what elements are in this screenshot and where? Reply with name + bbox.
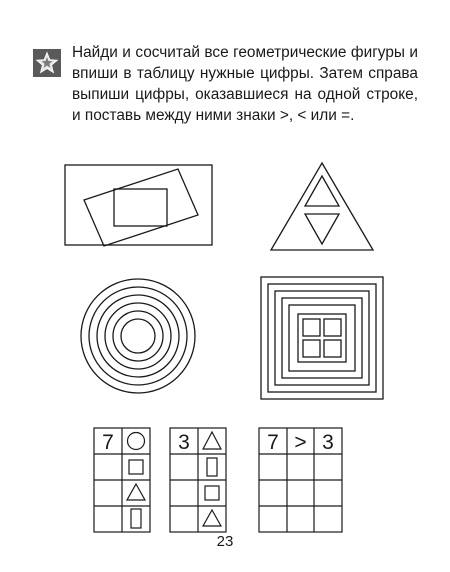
instruction-text: Найди и сосчитай все геометрические фигуры и впиши в таблицу нужные цифры. Затем справа выпиши цифры, оказавшиеся на одной строке, и поставь между ними знаки >, < или =. xyxy=(72,44,418,124)
square xyxy=(298,314,346,362)
table-2-cell-value[interactable]: 3 xyxy=(178,431,190,454)
outer-rectangle xyxy=(65,165,212,245)
square-icon xyxy=(129,460,143,474)
figure-nested-rectangles xyxy=(65,165,212,246)
circle xyxy=(81,279,195,393)
square xyxy=(289,305,355,371)
table-1-cell-value[interactable]: 7 xyxy=(102,431,114,454)
table-3-operator[interactable]: > xyxy=(294,431,307,454)
small-square xyxy=(324,340,341,357)
circle-icon xyxy=(128,433,145,450)
square-icon xyxy=(205,486,219,500)
square xyxy=(268,284,376,392)
circle xyxy=(97,295,179,377)
rectangle-icon xyxy=(131,509,141,528)
circle xyxy=(121,319,155,353)
small-square xyxy=(324,319,341,336)
square xyxy=(261,277,383,399)
table-3-right-value[interactable]: 3 xyxy=(322,431,334,454)
triangle-icon xyxy=(203,432,221,449)
small-triangle-up xyxy=(305,176,339,206)
rotated-rectangle xyxy=(84,169,198,246)
table-3-left-value[interactable]: 7 xyxy=(267,431,279,454)
figure-concentric-circles xyxy=(81,279,195,393)
square xyxy=(282,298,362,378)
small-square xyxy=(303,340,320,357)
figure-concentric-squares xyxy=(261,277,383,399)
page-number: 23 xyxy=(216,533,234,550)
triangle-icon xyxy=(127,484,145,500)
circle xyxy=(89,287,187,385)
small-square xyxy=(303,319,320,336)
triangle-icon xyxy=(203,510,221,526)
circle xyxy=(105,303,171,369)
inner-rectangle xyxy=(114,189,167,226)
rectangle-icon xyxy=(207,458,217,476)
small-triangle-down xyxy=(305,214,339,244)
figure-triangles xyxy=(271,163,373,250)
